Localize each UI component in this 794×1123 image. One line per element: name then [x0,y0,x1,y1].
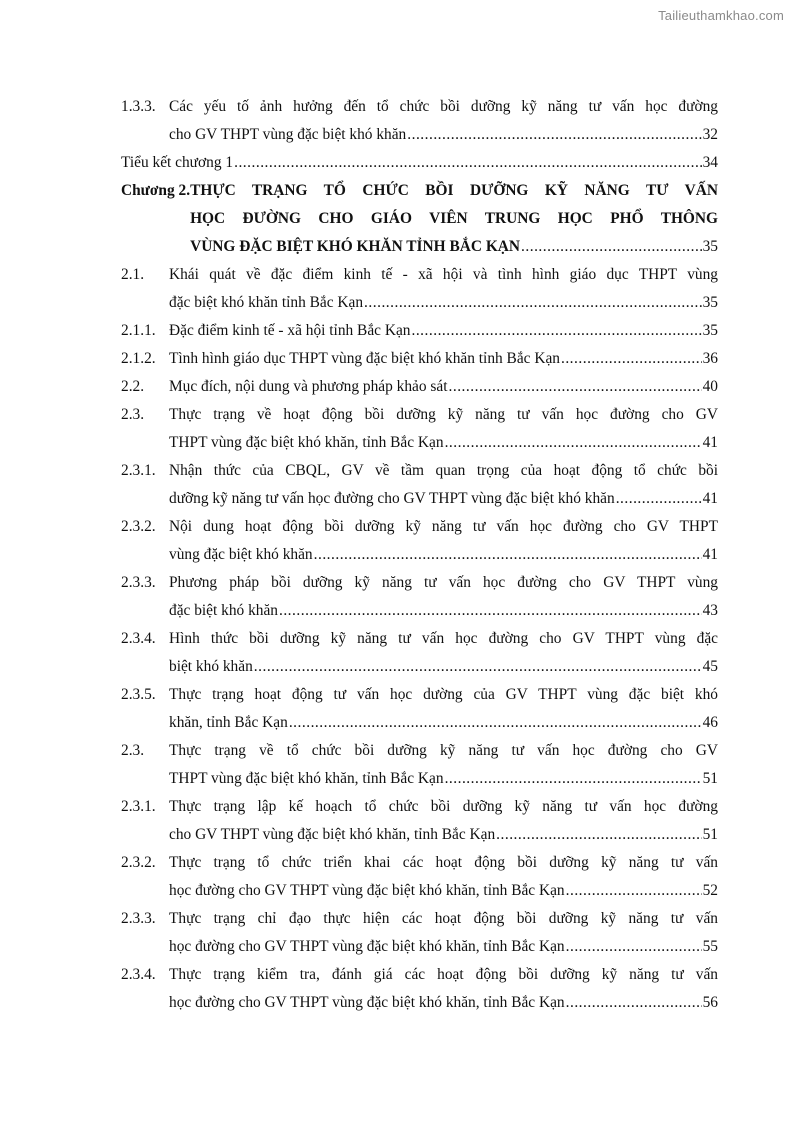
toc-entry[interactable] [121,149,718,177]
toc-entry-last-line [169,541,718,569]
toc-entry-last-line [169,877,718,905]
toc-entry-title [169,737,718,793]
toc-entry-last-line [169,485,718,513]
toc-page-number: 56 [702,994,718,1011]
toc-entry-last-line [169,709,718,737]
dot-leader [566,989,702,1017]
toc-entry[interactable] [121,569,718,625]
toc-entry-title [169,401,718,457]
toc-entry-last-line [169,653,718,681]
toc-entry-title [169,373,718,401]
toc-page-number: 51 [702,826,718,843]
toc-entry-number: 2.3.1. [121,462,156,479]
toc-entry-line: Hình thức bồi dưỡng kỹ năng tư vấn học đường cho GV THPT vùng đặc [169,630,718,647]
toc-entry-title [169,849,718,905]
toc-entry-text: Tình hình giáo dục THPT vùng đặc biệt khó khăn tỉnh Bắc Kạn [169,350,560,367]
toc-entry-text: học đường cho GV THPT vùng đặc biệt khó khăn, tỉnh Bắc Kạn [169,882,565,899]
toc-page-number: 40 [702,378,718,395]
toc-entry-last-line [169,989,718,1017]
toc-page-number: 35 [702,294,718,311]
toc-page-number: 36 [702,350,718,367]
toc-entry[interactable] [121,401,718,457]
toc-entry-number: 2.3.3. [121,910,156,927]
toc-entry-number: 2.3. [121,406,145,423]
toc-entry-line: Thực trạng hoạt động tư vấn học dường của GV THPT vùng đặc biệt khó [169,686,718,703]
toc-entry-line: Thực trạng kiểm tra, đánh giá các hoạt động bồi dưỡng kỹ năng tư vấn [169,966,718,983]
toc-entry-line: Nội dung hoạt động bồi dưỡng kỹ năng tư vấn học đường cho GV THPT [169,518,718,535]
toc-entry-number: 2.1.1. [121,322,156,339]
toc-entry-last-line [121,149,718,177]
toc-entry-text: Mục đích, nội dung và phương pháp khảo sát [169,378,448,395]
toc-entry-number: 2.3.3. [121,574,156,591]
toc-entry-title [169,261,718,317]
dot-leader [616,485,702,513]
toc-entry[interactable] [121,737,718,793]
toc-page-number: 35 [702,322,718,339]
dot-leader [254,653,702,681]
toc-entry-line: Thực trạng tổ chức triển khai các hoạt động bồi dưỡng kỹ năng tư vấn [169,854,718,871]
toc-entry-last-line [190,233,718,261]
toc-entry-number: 2.3.4. [121,966,156,983]
toc-entry-text: cho GV THPT vùng đặc biệt khó khăn [169,126,407,143]
dot-leader [407,121,701,149]
toc-entry-last-line [169,765,718,793]
dot-leader [234,149,702,177]
toc-entry-last-line [169,345,718,373]
toc-entry-last-line [169,373,718,401]
toc-entry-title [169,625,718,681]
dot-leader [314,541,702,569]
toc-entry[interactable] [121,177,718,261]
toc-entry-line: HỌC ĐƯỜNG CHO GIÁO VIÊN TRUNG HỌC PHỔ THÔNG [190,210,718,227]
toc-entry-text: biệt khó khăn [169,658,253,675]
toc-page-number: 35 [702,238,718,255]
toc-entry-text: vùng đặc biệt khó khăn [169,546,313,563]
toc-entry-title [169,681,718,737]
toc-entry-text: học đường cho GV THPT vùng đặc biệt khó khăn, tỉnh Bắc Kạn [169,994,565,1011]
toc-entry-title [169,345,718,373]
dot-leader [445,429,702,457]
toc-entry-number: 2.3.1. [121,798,156,815]
dot-leader [561,345,702,373]
toc-entry[interactable] [121,793,718,849]
toc-entry-text: THPT vùng đặc biệt khó khăn, tỉnh Bắc Kạn [169,770,444,787]
toc-entry-title [169,961,718,1017]
toc-page-number: 51 [702,770,718,787]
toc-entry-line: Khái quát về đặc điểm kinh tế - xã hội và tình hình giáo dục THPT vùng [169,266,718,283]
toc-entry[interactable] [121,345,718,373]
toc-page-number: 41 [702,490,718,507]
toc-entry-line: THỰC TRẠNG TỔ CHỨC BỒI DƯỠNG KỸ NĂNG TƯ VẤN [190,182,718,199]
dot-leader [449,373,702,401]
toc-entry-last-line [169,597,718,625]
toc-entry-text: dưỡng kỹ năng tư vấn học đường cho GV THPT vùng đặc biệt khó khăn [169,490,615,507]
dot-leader [445,765,702,793]
toc-entry[interactable] [121,513,718,569]
toc-entry-line: Nhận thức của CBQL, GV về tầm quan trọng của hoạt động tổ chức bồi [169,462,718,479]
toc-entry-text: khăn, tỉnh Bắc Kạn [169,714,288,731]
dot-leader [496,821,701,849]
toc-page-number: 43 [702,602,718,619]
toc-page-number: 45 [702,658,718,675]
toc-entry-number: 1.3.3. [121,98,156,115]
toc-entry-text: đặc biệt khó khăn [169,602,278,619]
toc-entry-number: Chương 2. [121,182,191,199]
toc-entry-text: học đường cho GV THPT vùng đặc biệt khó khăn, tỉnh Bắc Kạn [169,938,565,955]
toc-entry[interactable] [121,317,718,345]
dot-leader [289,709,702,737]
toc-page-number: 34 [702,154,718,171]
toc-entry-title [169,793,718,849]
toc-entry-last-line [169,317,718,345]
toc-page-number: 55 [702,938,718,955]
toc-page-number: 46 [702,714,718,731]
toc-entry-number: 2.3. [121,742,145,759]
toc-page-number: 41 [702,546,718,563]
toc-entry-last-line [169,121,718,149]
toc-entry-title [169,93,718,149]
toc-entry-number: 2.1.2. [121,350,156,367]
toc-entry-last-line [169,821,718,849]
toc-entry[interactable] [121,625,718,681]
dot-leader [521,233,702,261]
toc-entry-text: cho GV THPT vùng đặc biệt khó khăn, tỉnh Bắc Kạn [169,826,496,843]
toc-entry-number: 2.1. [121,266,145,283]
toc-entry[interactable] [121,849,718,905]
toc-entry-text: THPT vùng đặc biệt khó khăn, tỉnh Bắc Kạn [169,434,444,451]
toc-entry-number: 2.3.4. [121,630,156,647]
toc-entry[interactable] [121,373,718,401]
toc-entry-line: Thực trạng về tổ chức bồi dưỡng kỹ năng tư vấn học đường cho GV [169,742,718,759]
toc-entry-line: Phương pháp bồi dưỡng kỹ năng tư vấn học đường cho GV THPT vùng [169,574,718,591]
dot-leader [279,597,702,625]
dot-leader [411,317,701,345]
toc-entry-title [190,177,718,261]
toc-entry-last-line [169,289,718,317]
toc-entry[interactable] [121,905,718,961]
dot-leader [364,289,702,317]
toc-entry[interactable] [121,261,718,317]
toc-entry-number: 2.2. [121,378,145,395]
toc-entry-last-line [169,429,718,457]
toc-entry-line: Thực trạng chỉ đạo thực hiện các hoạt động bồi dưỡng kỹ năng tư vấn [169,910,718,927]
toc-entry-number: 2.3.2. [121,854,156,871]
table-of-contents [121,93,718,1017]
toc-entry-text: đặc biệt khó khăn tỉnh Bắc Kạn [169,294,364,311]
toc-entry-title [169,569,718,625]
toc-entry-line: Các yếu tố ảnh hưởng đến tổ chức bồi dưỡng kỹ năng tư vấn học đường [169,98,718,115]
toc-entry[interactable] [121,457,718,513]
toc-entry-last-line [169,933,718,961]
toc-entry[interactable] [121,93,718,149]
dot-leader [566,933,702,961]
toc-page-number: 32 [702,126,718,143]
toc-entry-line: Thực trạng lập kế hoạch tổ chức bồi dưỡng kỹ năng tư vấn học đường [169,798,718,815]
toc-entry[interactable] [121,961,718,1017]
toc-entry-text: Tiểu kết chương 1 [121,154,234,171]
toc-entry-number: 2.3.5. [121,686,156,703]
dot-leader [566,877,702,905]
toc-entry-number: 2.3.2. [121,518,156,535]
watermark: Tailieuthamkhao.com [658,8,784,23]
toc-entry-line: Thực trạng về hoạt động bồi dưỡng kỹ năng tư vấn học đường cho GV [169,406,718,423]
toc-entry-title [169,317,718,345]
toc-entry-title [169,513,718,569]
toc-entry[interactable] [121,681,718,737]
toc-entry-text: Đặc điểm kinh tế - xã hội tỉnh Bắc Kạn [169,322,411,339]
toc-entry-title [121,149,718,177]
toc-entry-text: VÙNG ĐẶC BIỆT KHÓ KHĂN TỈNH BẮC KẠN [190,238,521,255]
toc-entry-title [169,457,718,513]
toc-page-number: 41 [702,434,718,451]
toc-page-number: 52 [702,882,718,899]
toc-entry-title [169,905,718,961]
